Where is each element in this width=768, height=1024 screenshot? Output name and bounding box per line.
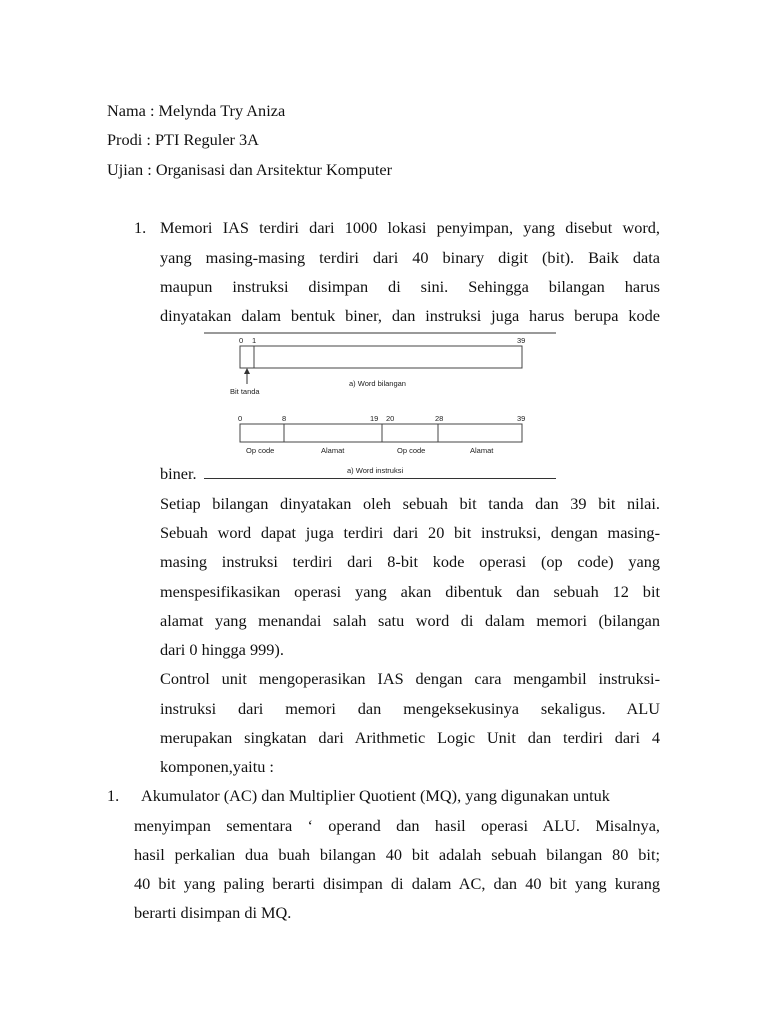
instruksi-tick-8: 8 <box>282 414 287 423</box>
word-bilangan-box <box>240 346 522 368</box>
sign-bit-label: Bit tanda <box>230 387 260 396</box>
prodi-line: Prodi : PTI Reguler 3A <box>107 130 259 149</box>
item2-line-1: Akumulator (AC) dan Multiplier Quotient (MQ), yang digunakan untuk <box>141 786 610 805</box>
instruksi-tick-19: 19 <box>370 414 379 423</box>
para2-line-4: menspesifikasikan operasi yang akan dibentuk dan sebuah 12 bit <box>160 582 660 601</box>
word-instruksi-caption: a) Word instruksi <box>347 466 404 475</box>
instruksi-tick-0: 0 <box>238 414 243 423</box>
item1-line-1: Memori IAS terdiri dari 1000 lokasi penyimpan, yang disebut word, <box>160 218 660 237</box>
item2-number: 1. <box>107 786 120 805</box>
field-label-opcode-1: Op code <box>246 446 275 455</box>
item1-line-3: maupun instruksi disimpan di sini. Sehingga bilangan harus <box>160 277 660 296</box>
item1-line-4: dinyatakan dalam bentuk biner, dan instruksi juga harus berupa kode <box>160 306 660 325</box>
item2-line-3: hasil perkalian dua buah bilangan 40 bit adalah sebuah bilangan 80 bit; <box>134 845 660 864</box>
ias-word-format-figure <box>204 332 558 478</box>
sign-bit-arrowhead <box>244 368 250 374</box>
para2-line-3: masing instruksi terdiri dari 8-bit kode operasi (op code) yang <box>160 552 660 571</box>
instruksi-tick-20: 20 <box>386 414 395 423</box>
word-instruksi-box <box>240 424 522 442</box>
item1-trailing: biner. <box>160 464 197 483</box>
item2-line-5: berarti disimpan di MQ. <box>134 903 292 922</box>
item1-line-2: yang masing-masing terdiri dari 40 binary digit (bit). Baik data <box>160 248 660 267</box>
para2-line-1: Setiap bilangan dinyatakan oleh sebuah bit tanda dan 39 bit nilai. <box>160 494 660 513</box>
bilangan-tick-39: 39 <box>517 336 526 345</box>
instruksi-tick-39: 39 <box>517 414 526 423</box>
field-label-alamat-2: Alamat <box>470 446 494 455</box>
instruksi-tick-28: 28 <box>435 414 444 423</box>
para3-line-1: Control unit mengoperasikan IAS dengan cara mengambil instruksi- <box>160 669 660 688</box>
field-label-alamat-1: Alamat <box>321 446 345 455</box>
word-bilangan-caption: a) Word bilangan <box>349 379 406 388</box>
para3-line-3: merupakan singkatan dari Arithmetic Logic Unit dan terdiri dari 4 <box>160 728 660 747</box>
para3-line-4: komponen,yaitu : <box>160 757 274 776</box>
field-label-opcode-2: Op code <box>397 446 426 455</box>
item2-line-2: menyimpan sementara ‘ operand dan hasil operasi ALU. Misalnya, <box>134 816 660 835</box>
figure-bottom-rule <box>204 478 556 479</box>
exam-line: Ujian : Organisasi dan Arsitektur Komputer <box>107 160 393 179</box>
para2-line-6: dari 0 hingga 999). <box>160 640 284 659</box>
item2-line-4: 40 bit yang paling berarti disimpan di dalam AC, dan 40 bit yang kurang <box>134 874 660 893</box>
para2-line-2: Sebuah word dapat juga terdiri dari 20 bit instruksi, dengan masing- <box>160 523 660 542</box>
bilangan-tick-1: 1 <box>252 336 257 345</box>
name-line: Nama : Melynda Try Aniza <box>107 101 286 120</box>
item1-number: 1. <box>134 218 147 237</box>
para2-line-5: alamat yang menandai salah satu word di dalam memori (bilangan <box>160 611 660 630</box>
para3-line-2: instruksi dari memori dan mengeksekusinya sekaligus. ALU <box>160 699 660 718</box>
bilangan-tick-0: 0 <box>239 336 244 345</box>
